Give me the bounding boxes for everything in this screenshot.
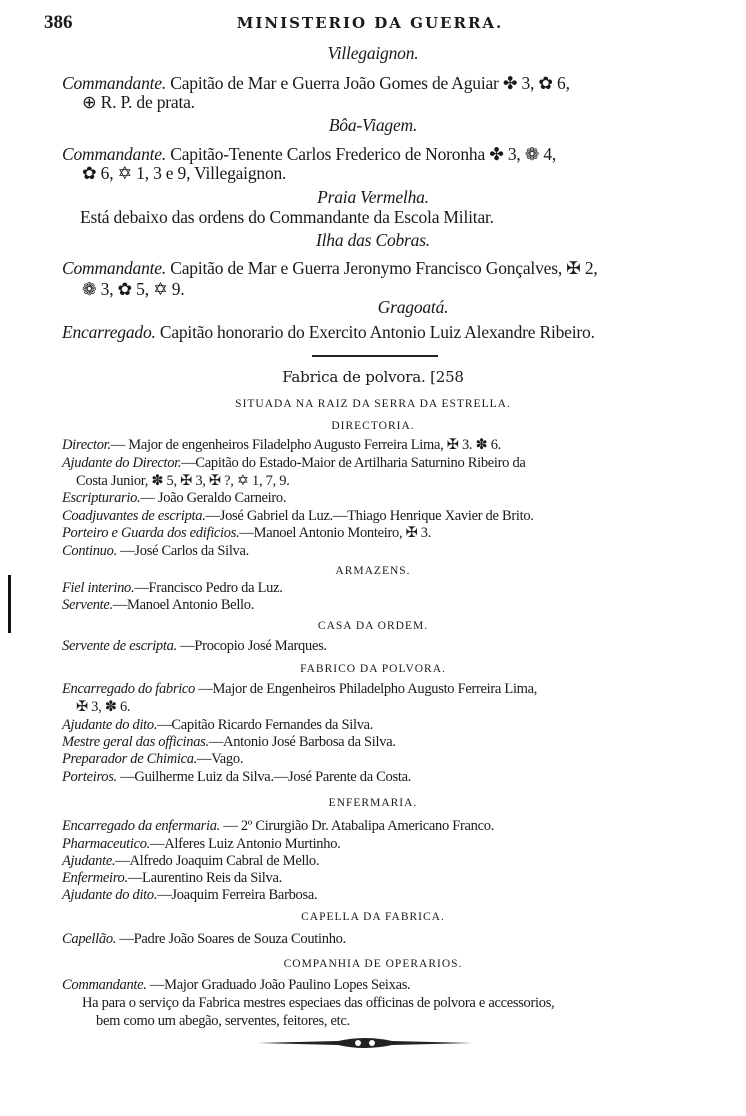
entry-text: Está debaixo das ordens do Commandante da Escola Militar.: [80, 207, 494, 227]
entry-role: Ajudante do Director.: [62, 455, 182, 471]
margin-mark: [8, 575, 11, 633]
entry: [62, 768, 411, 786]
place-heading: Ilha das Cobras.: [316, 230, 430, 250]
entry: [62, 542, 249, 560]
fabrica-subtitle: SITUADA NA RAIZ DA SERRA DA ESTRELLA.: [235, 398, 511, 410]
entry-role: Encarregado do fabrico: [62, 681, 196, 697]
entry: [62, 733, 396, 751]
entry-text: Capitão honorario do Exercito Antonio Luiz Alexandre Ribeiro.: [155, 322, 595, 342]
page-number: 386: [44, 12, 73, 33]
entry-text: Capitão de Mar e Guerra Jeronymo Francisco Gonçalves, ✠ 2,: [166, 258, 598, 278]
entry-text: — Major de engenheiros Filadelpho Augusto Ferreira Lima, ✠ 3. ✽ 6.: [110, 437, 501, 453]
entry-role: Commandante.: [62, 144, 167, 164]
place-heading: Bôa-Viagem.: [328, 115, 418, 135]
entry: [62, 454, 526, 472]
entry-continuation: ❁ 3, ✿ 5, ✡ 9.: [82, 279, 185, 299]
entry-text: —Guilherme Luiz da Silva.—José Parente da Costa.: [116, 769, 412, 785]
entry-role: Ajudante do dito.: [62, 887, 158, 903]
entry: [62, 869, 282, 887]
entry: [62, 976, 410, 994]
ornamental-divider: [258, 1036, 472, 1050]
section-heading: ARMAZENS.: [335, 565, 411, 577]
entry-text: —Major Graduado João Paulino Lopes Seixas.: [146, 977, 411, 993]
entry: [62, 259, 598, 277]
entry-role: Servente.: [62, 597, 113, 613]
entry-continuation: Costa Junior, ✽ 5, ✠ 3, ✠ ?, ✡ 1, 7, 9.: [76, 473, 290, 489]
entry-text: —Vago.: [197, 751, 244, 767]
entry: [62, 507, 534, 525]
entry: [62, 489, 286, 507]
entry-role: Escripturario.: [62, 490, 141, 506]
entry: [62, 524, 431, 542]
entry-role: Servente de escripta.: [62, 638, 177, 654]
entry-role: Porteiro e Guarda dos edificios.: [62, 525, 240, 541]
entry-role: Pharmaceutico.: [62, 836, 151, 852]
entry-text: —Alfredo Joaquim Cabral de Mello.: [115, 853, 320, 869]
entry-text: —José Carlos da Silva.: [116, 543, 249, 559]
entry-text: —Manoel Antonio Bello.: [112, 597, 255, 613]
entry-text: —Manoel Antonio Monteiro, ✠ 3.: [239, 525, 432, 541]
entry-continuation: ✠ 3, ✽ 6.: [76, 699, 131, 715]
entry-role: Capellão.: [62, 931, 117, 947]
entry: [62, 637, 327, 655]
entry-text: —José Gabriel da Luz.—Thiago Henrique Xavier de Brito.: [205, 508, 534, 524]
entry-role: Porteiros.: [62, 769, 117, 785]
entry-text: Capitão-Tenente Carlos Frederico de Noronha ✤ 3, ❁ 4,: [166, 144, 557, 164]
entry-role: Enfermeiro.: [62, 870, 128, 886]
fabrica-title: Fabrica de polvora. [258: [282, 368, 464, 386]
entry: [62, 323, 595, 341]
section-divider: [312, 355, 438, 357]
entry-role: Fiel interino.: [62, 580, 135, 596]
closing-note-continuation: bem como um abegão, serventes, feitores, etc.: [96, 1013, 350, 1029]
entry: [62, 835, 340, 853]
entry: [62, 817, 494, 835]
entry-role: Mestre geral das officinas.: [62, 734, 209, 750]
entry: [62, 579, 283, 597]
entry-text: —Capitão do Estado-Maior de Artilharia Saturnino Ribeiro da: [181, 455, 526, 471]
entry-role: Commandante.: [62, 977, 147, 993]
entry: [62, 596, 254, 614]
entry: [62, 680, 537, 698]
closing-note: Ha para o serviço da Fabrica mestres especiaes das officinas de polvora e accessorios,: [82, 995, 555, 1011]
entry-role: Coadjuvantes de escripta.: [62, 508, 206, 524]
entry-text: —Alferes Luiz Antonio Murtinho.: [150, 836, 341, 852]
entry-role: Commandante.: [62, 73, 167, 93]
entry-role: Preparador de Chimica.: [62, 751, 198, 767]
entry: [62, 716, 373, 734]
entry-text: —Major de Engenheiros Philadelpho Augusto Ferreira Lima,: [195, 681, 538, 697]
entry-role: Encarregado.: [62, 322, 156, 342]
entry-continuation: ⊕ R. P. de prata.: [82, 92, 195, 112]
running-head: MINISTERIO DA GUERRA.: [236, 14, 504, 32]
entry-role: Continuo.: [62, 543, 117, 559]
entry: [62, 750, 243, 768]
entry-text: — João Geraldo Carneiro.: [140, 490, 287, 506]
entry: [62, 145, 556, 163]
entry-text: — 2º Cirurgião Dr. Atabalipa Americano Franco.: [220, 818, 495, 834]
entry-role: Ajudante.: [62, 853, 116, 869]
entry-text: —Padre João Soares de Souza Coutinho.: [116, 931, 346, 947]
entry: [62, 886, 317, 904]
section-heading: CASA DA ORDEM.: [317, 620, 429, 632]
entry: [62, 930, 346, 948]
entry-text: —Capitão Ricardo Fernandes da Silva.: [157, 717, 374, 733]
entry: [62, 74, 570, 92]
section-heading: DIRECTORIA.: [331, 420, 415, 432]
section-heading: COMPANHIA DE OPERARIOS.: [283, 958, 463, 970]
section-heading: FABRICO DA POLVORA.: [300, 663, 446, 675]
entry-role: Encarregado da enfermaria.: [62, 818, 220, 834]
entry: [62, 852, 319, 870]
entry-role: Director.: [62, 437, 111, 453]
place-heading: Gragoatá.: [377, 297, 449, 317]
section-heading: ENFERMARIA.: [328, 797, 418, 809]
entry-text: —Joaquim Ferreira Barbosa.: [157, 887, 318, 903]
entry-text: —Francisco Pedro da Luz.: [134, 580, 283, 596]
entry-continuation: ✿ 6, ✡ 1, 3 e 9, Villegaignon.: [82, 163, 287, 183]
entry-text: —Laurentino Reis da Silva.: [127, 870, 282, 886]
section-heading: CAPELLA DA FABRICA.: [301, 911, 445, 923]
place-heading: Villegaignon.: [327, 43, 419, 63]
entry-text: —Procopio José Marques.: [176, 638, 327, 654]
entry-role: Commandante.: [62, 258, 167, 278]
entry-text: Capitão de Mar e Guerra João Gomes de Aguiar ✤ 3, ✿ 6,: [166, 73, 570, 93]
entry: [62, 436, 501, 454]
entry-role: Ajudante do dito.: [62, 717, 158, 733]
entry-text: —Antonio José Barbosa da Silva.: [208, 734, 396, 750]
place-heading: Praia Vermelha.: [317, 187, 429, 207]
